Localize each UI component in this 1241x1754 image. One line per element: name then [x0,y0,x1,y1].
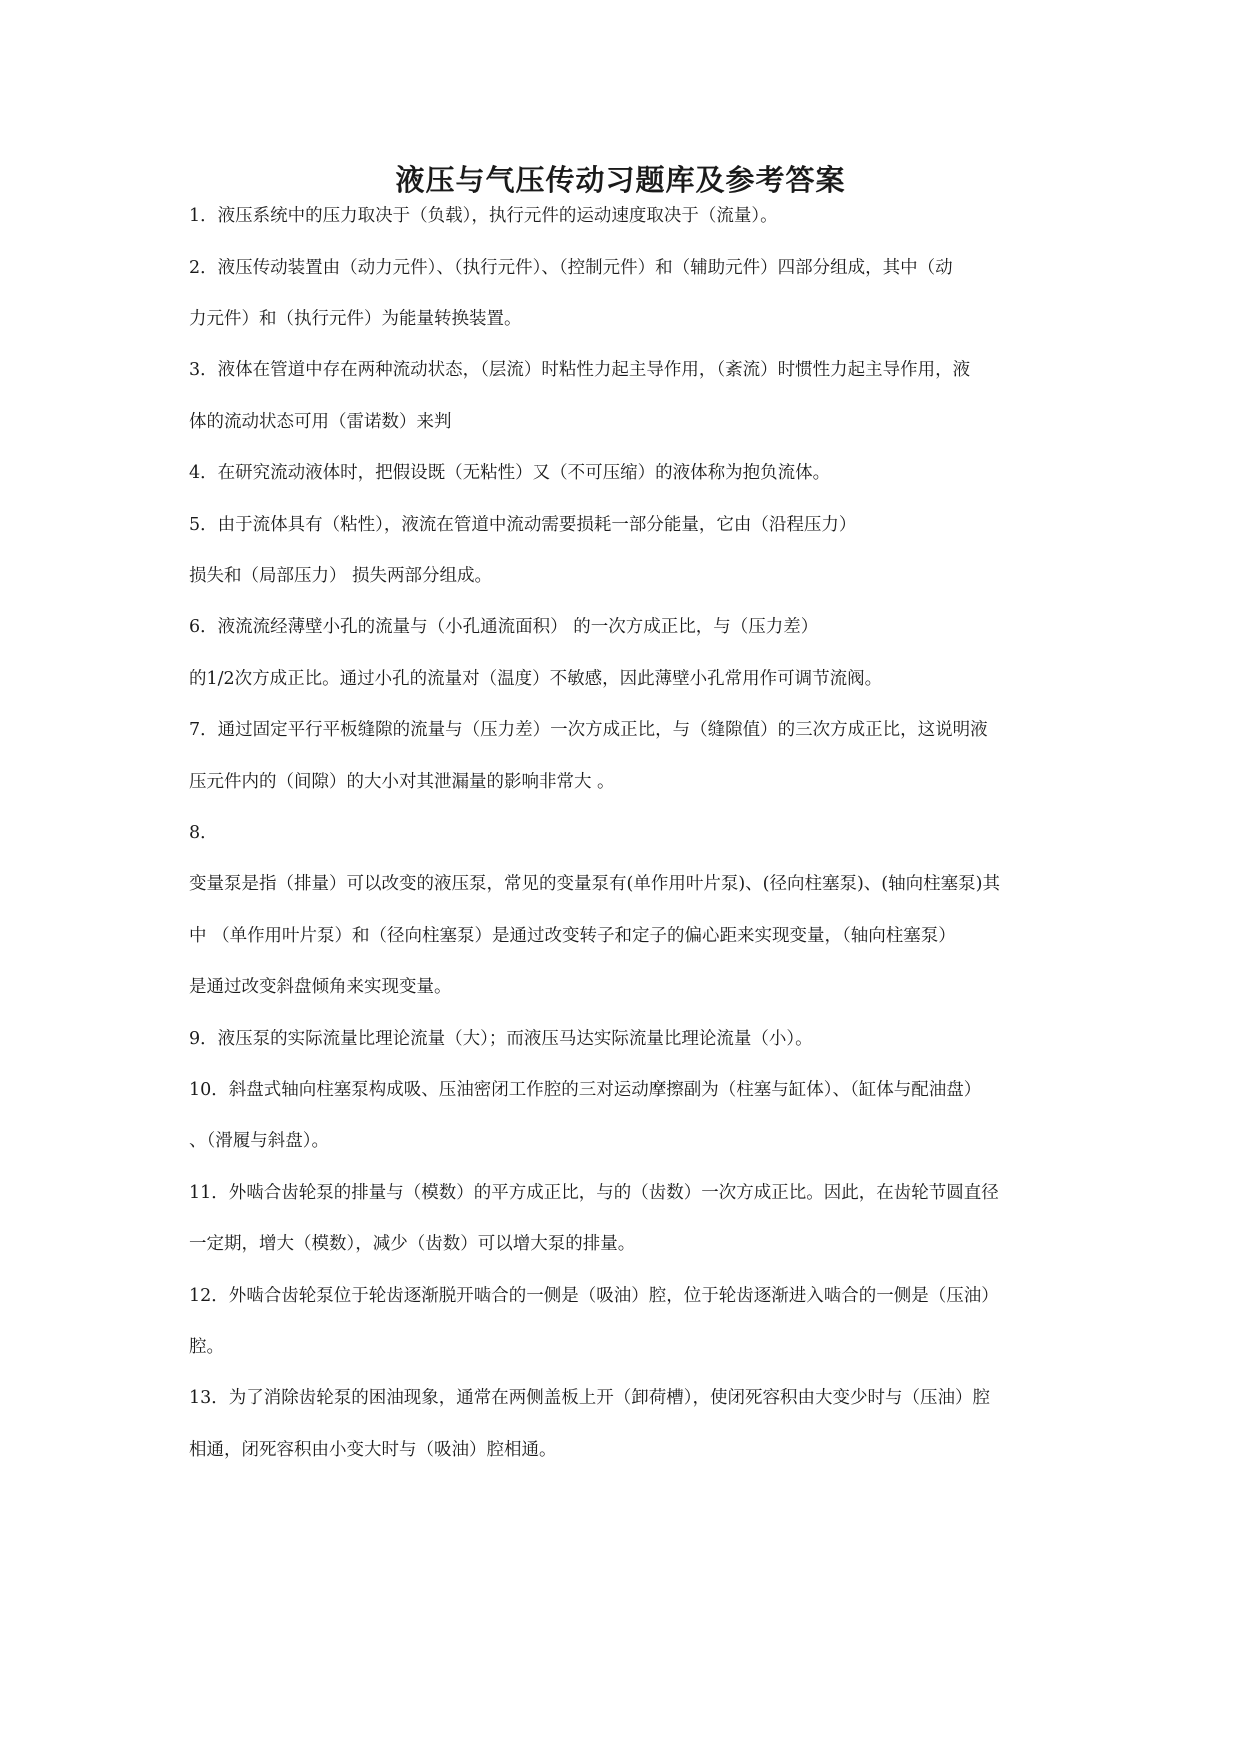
text-line-q2b: 力元件）和（执行元件）为能量转换装置。 [189,309,522,329]
text-line-q7b: 压元件内的（间隙）的大小对其泄漏量的影响非常大 。 [189,772,615,792]
text-line-q11b: 一定期，增大（模数），减少（齿数）可以增大泵的排量。 [189,1234,636,1254]
text-line-q3a: 3．液体在管道中存在两种流动状态，（层流）时粘性力起主导作用，（紊流）时惯性力起主导作用，液 [189,360,971,380]
text-line-q3b: 体的流动状态可用（雷诺数）来判 [189,412,452,432]
text-line-q13b: 相通，闭死容积由小变大时与（吸油）腔相通。 [189,1440,557,1460]
text-line-q12a: 12．外啮合齿轮泵位于轮齿逐渐脱开啮合的一侧是（吸油）腔，位于轮齿逐渐进入啮合的一侧是（压油） [189,1286,999,1306]
text-line-q13a: 13．为了消除齿轮泵的困油现象，通常在两侧盖板上开（卸荷槽），使闭死容积由大变少时与（压油）腔 [189,1388,991,1408]
text-line-q6b: 的1/2次方成正比。通过小孔的流量对（温度）不敏感，因此薄壁小孔常用作可调节流阀。 [189,669,883,689]
text-line-q7a: 7．通过固定平行平板缝隙的流量与（压力差）一次方成正比，与（缝隙值）的三次方成正比，这说明液 [189,720,988,740]
text-line-q10b: 、（滑履与斜盘）。 [189,1131,329,1151]
text-line-q2a: 2．液压传动装置由（动力元件）、（执行元件）、（控制元件）和（辅助元件）四部分组成，其中（动 [189,258,953,278]
text-line-q5a: 5．由于流体具有（粘性），液流在管道中流动需要损耗一部分能量，它由（沿程压力） [189,515,857,535]
text-line-q10a: 10．斜盘式轴向柱塞泵构成吸、压油密闭工作腔的三对运动摩擦副为（柱塞与缸体）、（缸体与配油盘） [189,1080,982,1100]
text-line-q1: 1．液压系统中的压力取决于（负载），执行元件的运动速度取决于（流量）。 [189,206,778,226]
text-line-q5b: 损失和（局部压力） 损失两部分组成。 [189,566,493,586]
document-title: 液压与气压传动习题库及参考答案 [395,163,846,197]
text-line-q8c: 是通过改变斜盘倾角来实现变量。 [189,977,452,997]
text-line-q9: 9．液压泵的实际流量比理论流量（大）；而液压马达实际流量比理论流量（小）。 [189,1029,813,1049]
text-line-q8a: 变量泵是指（排量）可以改变的液压泵，常见的变量泵有(单作用叶片泵)、(径向柱塞泵)、(轴向柱塞泵)其 [189,874,1000,894]
text-line-q6a: 6．液流流经薄壁小孔的流量与（小孔通流面积） 的一次方成正比，与（压力差） [189,617,819,637]
text-line-q8-number: 8． [189,823,218,843]
text-line-q4: 4．在研究流动液体时，把假设既（无粘性）又（不可压缩）的液体称为抱负流体。 [189,463,831,483]
text-line-q11a: 11．外啮合齿轮泵的排量与（模数）的平方成正比，与的（齿数）一次方成正比。因此，在齿轮节圆直径 [189,1183,999,1203]
text-line-q8b: 中 （单作用叶片泵）和（径向柱塞泵）是通过改变转子和定子的偏心距来实现变量，（轴向柱塞泵） [189,926,956,946]
text-line-q12b: 腔。 [189,1337,224,1357]
